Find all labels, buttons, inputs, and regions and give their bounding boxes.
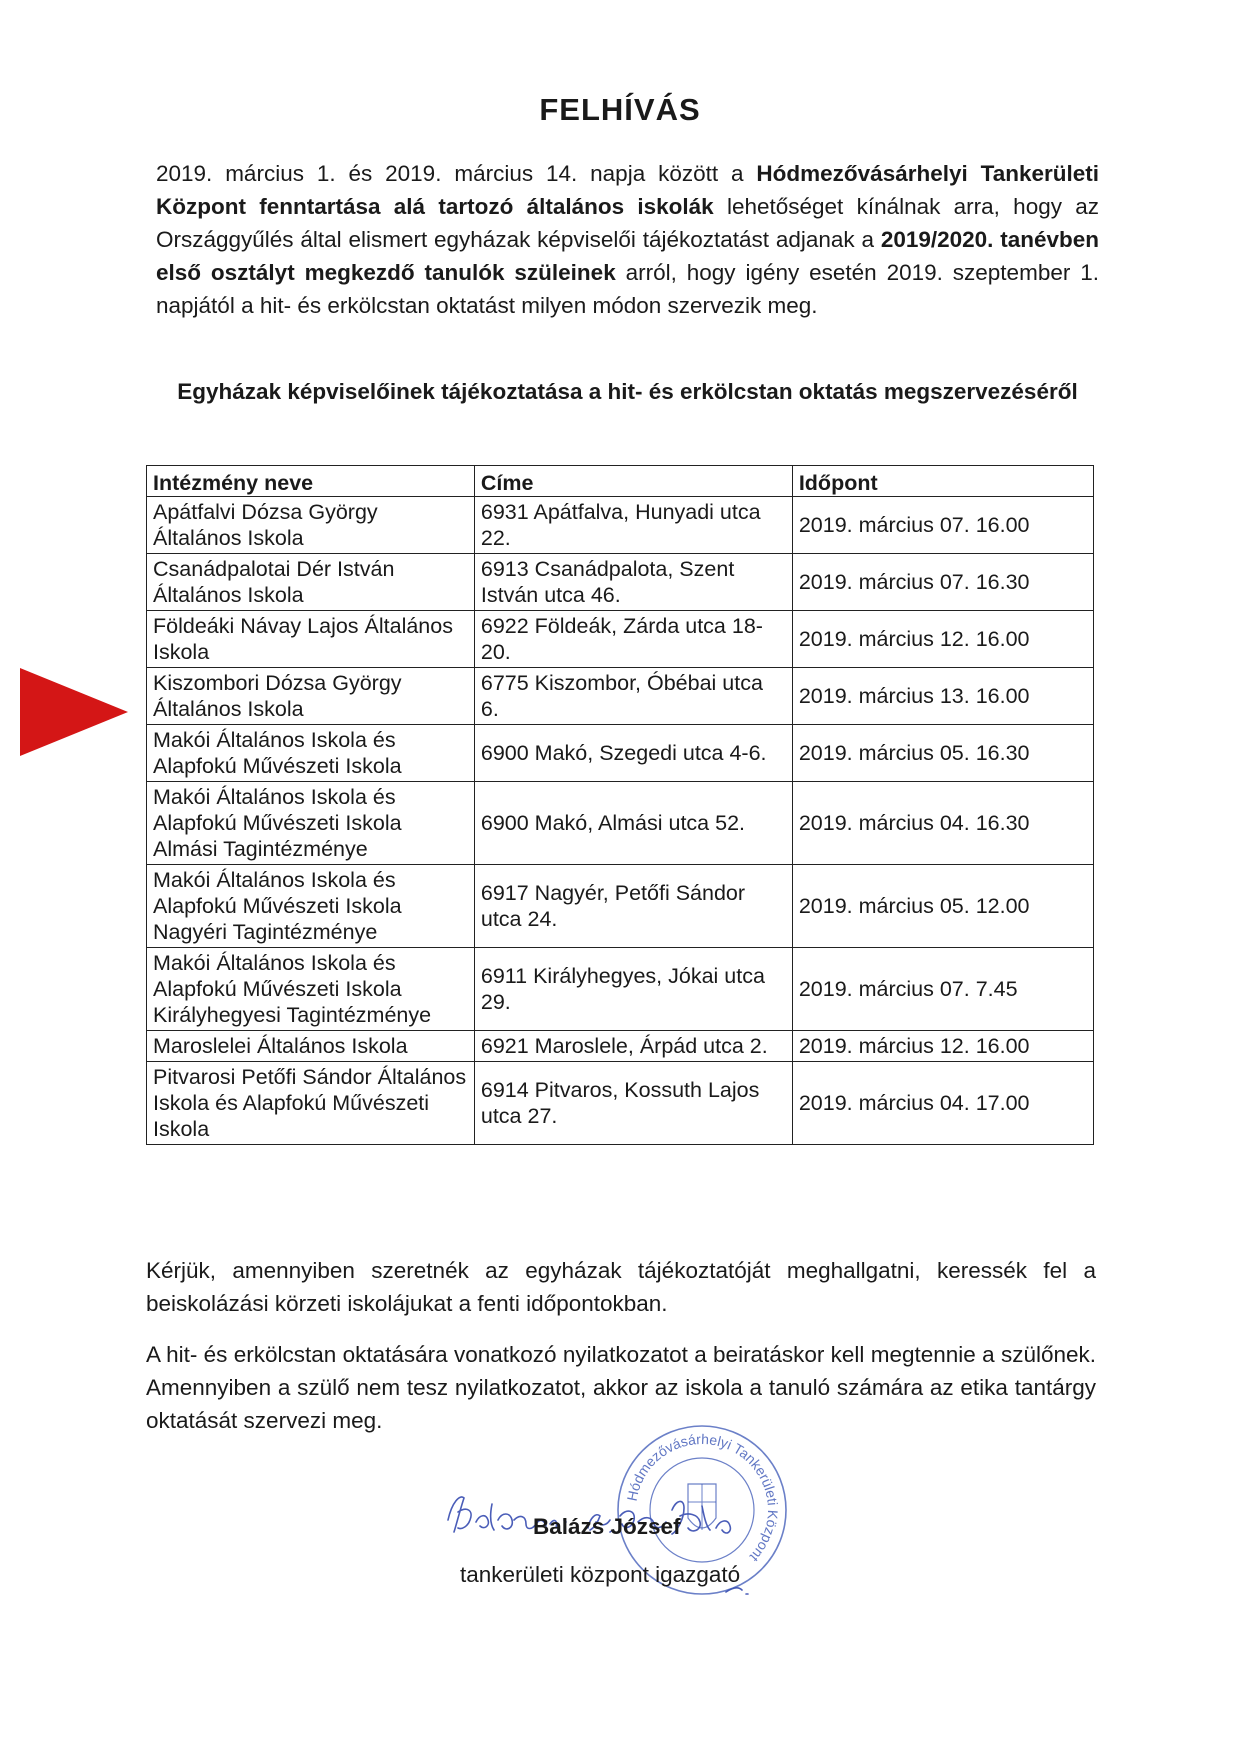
table-row [147,725,1094,782]
session-date: 2019. március 13. 16.00 [792,668,1093,725]
institution-name: Makói Általános Iskola és Alapfokú Művészeti Iskola Királyhegyesi Tagintézménye [147,948,475,1031]
session-date: 2019. március 07. 16.30 [792,554,1093,611]
session-date: 2019. március 07. 7.45 [792,948,1093,1031]
table-row [147,668,1094,725]
table-row [147,1062,1094,1145]
institution-address: 6931 Apátfalva, Hunyadi utca 22. [474,497,792,554]
intro-bold-1: Hódmezővásárhelyi Tankerületi Központ fenntartása alá tartozó általános iskolák [156,161,1100,219]
institution-address: 6775 Kiszombor, Óbébai utca 6. [474,668,792,725]
signatory-role: tankerületi központ igazgató [460,1562,741,1587]
session-date: 2019. március 12. 16.00 [792,611,1093,668]
session-date: 2019. március 07. 16.00 [792,497,1093,554]
institution-name: Pitvarosi Petőfi Sándor Általános Iskola és Alapfokú Művészeti Iskola [147,1062,475,1145]
schedule-table [146,465,1094,1145]
table-row [147,611,1094,668]
intro-text-3: arról, hogy igény esetén 2019. szeptember 1. napjától a hit- és erkölcstan oktatást milyen módon szervezik meg. [156,260,1099,318]
institution-name: Kiszombori Dózsa György Általános Iskola [147,668,475,725]
institution-address: 6913 Csanádpalota, Szent István utca 46. [474,554,792,611]
session-date: 2019. március 12. 16.00 [792,1031,1093,1062]
institution-name: Csanádpalotai Dér István Általános Iskola [147,554,475,611]
page-title: FELHÍVÁS [539,92,701,127]
header-institution: Intézmény neve [147,466,475,497]
institution-name: Apátfalvi Dózsa György Általános Iskola [147,497,475,554]
closing-paragraph-2: A hit- és erkölcstan oktatására vonatkozó nyilatkozatot a beiratáskor kell megtennie a szülőnek. Amennyiben a szülő nem tesz nyilatkozatot, akkor az iskola a tanuló számára az etika tantárgy oktatását szervezi meg. [146,1342,1096,1433]
institution-address: 6911 Királyhegyes, Jókai utca 29. [474,948,792,1031]
table-row [147,865,1094,948]
institution-address: 6922 Földeák, Zárda utca 18-20. [474,611,792,668]
table-row [147,497,1094,554]
institution-name: Makói Általános Iskola és Alapfokú Művészeti Iskola Almási Tagintézménye [147,782,475,865]
institution-address: 6914 Pitvaros, Kossuth Lajos utca 27. [474,1062,792,1145]
section-subtitle: Egyházak képviselőinek tájékoztatása a hit- és erkölcstan oktatás megszervezéséről [177,379,1078,404]
session-date: 2019. március 04. 16.30 [792,782,1093,865]
table-header-row [147,466,1094,497]
institution-name: Földeáki Návay Lajos Általános Iskola [147,611,475,668]
table-row [147,554,1094,611]
header-address: Címe [474,466,792,497]
session-date: 2019. március 05. 16.30 [792,725,1093,782]
intro-text-1: 2019. március 1. és 2019. március 14. napja között a [156,161,757,186]
intro-text-2: lehetőséget kínálnak arra, hogy az Országgyűlés által elismert egyházak képviselői tájékoztatást adjanak a [156,194,1099,252]
table-row [147,948,1094,1031]
institution-address: 6900 Makó, Almási utca 52. [474,782,792,865]
table-row [147,1031,1094,1062]
session-date: 2019. március 05. 12.00 [792,865,1093,948]
institution-address: 6917 Nagyér, Petőfi Sándor utca 24. [474,865,792,948]
red-arrow-marker-icon [20,668,128,756]
intro-paragraph [156,157,1099,322]
institution-name: Makói Általános Iskola és Alapfokú Művészeti Iskola [147,725,475,782]
header-date: Időpont [792,466,1093,497]
institution-name: Maroslelei Általános Iskola [147,1031,475,1062]
stamp-text: Hódmezővásárhelyi Tankerületi Központ [623,1430,782,1566]
institution-address: 6921 Maroslele, Árpád utca 2. [474,1031,792,1062]
institution-name: Makói Általános Iskola és Alapfokú Művészeti Iskola Nagyéri Tagintézménye [147,865,475,948]
institution-address: 6900 Makó, Szegedi utca 4-6. [474,725,792,782]
closing-paragraph-1: Kérjük, amennyiben szeretnék az egyházak tájékoztatóját meghallgatni, keressék fel a beiskolázási körzeti iskolájukat a fenti időpontokban. [146,1258,1096,1316]
session-date: 2019. március 04. 17.00 [792,1062,1093,1145]
signatory-name: Balázs József [533,1514,681,1539]
intro-bold-2: 2019/2020. tanévben első osztályt megkezdő tanulók szüleinek [156,227,1100,285]
table-row [147,782,1094,865]
